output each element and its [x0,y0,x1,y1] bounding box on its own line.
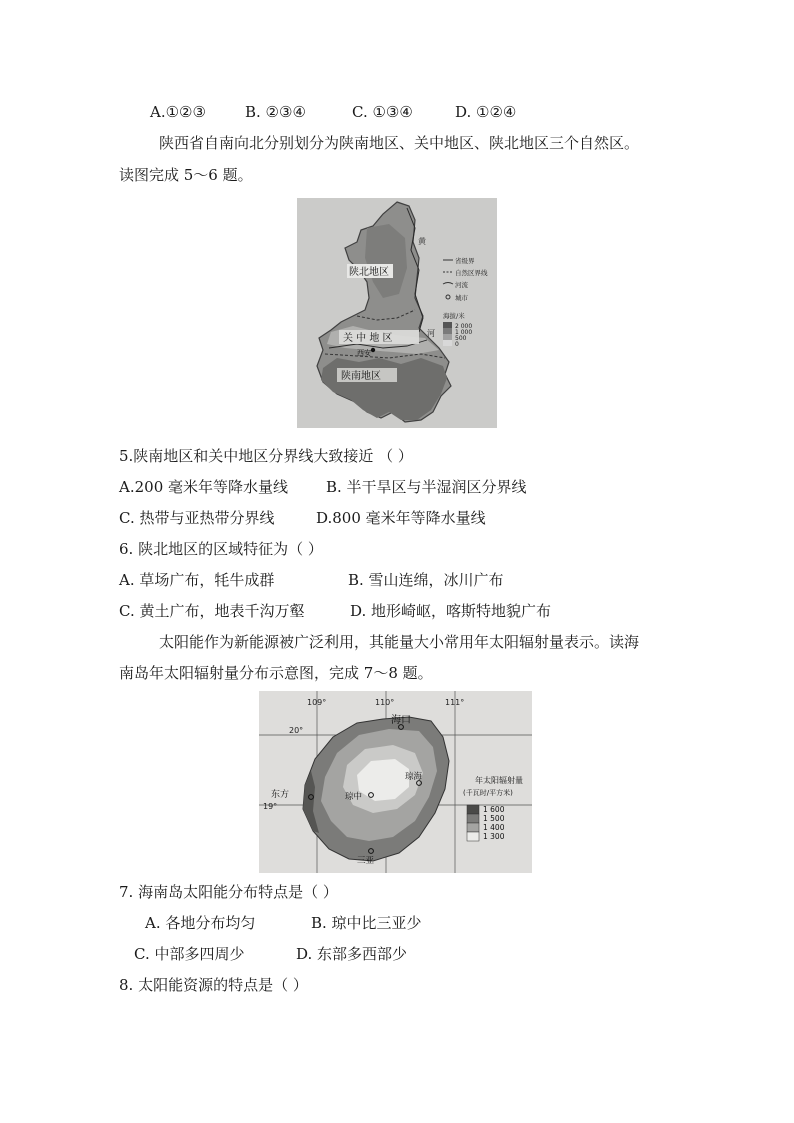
lon-109: 109° [307,698,327,707]
q7-option-a: A. 各地分布均匀 [145,914,256,932]
hainan-map [259,691,532,873]
svg-text:0: 0 [455,341,459,348]
lon-111: 111° [445,698,465,707]
q6-option-d: D. 地形崎岖，喀斯特地貌广布 [350,602,552,620]
svg-text:省级界: 省级界 [455,257,475,265]
svg-text:2 000: 2 000 [455,323,473,330]
city-haikou: 海口 [391,715,411,726]
q5-option-b: B. 半干旱区与半湿润区分界线 [326,478,527,496]
label-xian: 西安 [357,349,371,357]
svg-text:1 300: 1 300 [483,832,505,841]
q6-option-b: B. 雪山连绵，冰川广布 [348,571,504,589]
intro-5-6-line2: 读图完成 5～6 题。 [119,166,253,184]
label-north: 陕北地区 [349,267,389,278]
q7-option-b: B. 琼中比三亚少 [311,914,422,932]
svg-text:1 500: 1 500 [483,814,505,823]
q8-stem: 8. 太阳能资源的特点是（ ） [119,976,308,994]
intro-5-6-line1: 陕西省自南向北分别划分为陕南地区、关中地区、陕北地区三个自然区。 [159,134,640,152]
q5-stem: 5.陕南地区和关中地区分界线大致接近 （ ） [119,447,413,465]
lat-19: 19° [263,802,278,811]
city-qiongzhong: 琼中 [345,792,363,802]
label-huang: 黄 [418,237,426,246]
q6-option-c: C. 黄土广布，地表千沟万壑 [119,602,305,620]
label-south: 陕南地区 [341,371,381,382]
q7-option-c: C. 中部多四周少 [134,945,245,963]
svg-text:500: 500 [455,335,467,342]
lon-110: 110° [375,698,395,707]
q5-option-d: D.800 毫米年等降水量线 [316,509,486,527]
q4-option-b: B. ②③④ [245,103,306,121]
q6-stem: 6. 陕北地区的区域特征为（ ） [119,540,323,558]
shaanxi-map [297,198,497,428]
lat-20: 20° [289,726,304,735]
svg-text:年太阳辐射量: 年太阳辐射量 [475,776,523,785]
intro-7-8-line1: 太阳能作为新能源被广泛利用，其能量大小常用年太阳辐射量表示。读海 [159,633,640,651]
svg-text:1 600: 1 600 [483,805,505,814]
svg-text:河流: 河流 [455,281,468,289]
intro-7-8-line2: 南岛年太阳辐射量分布示意图，完成 7～8 题。 [119,664,433,682]
q4-option-c: C. ①③④ [352,103,413,121]
svg-text:(千瓦时/平方米): (千瓦时/平方米) [463,789,513,797]
q4-option-a: A.①②③ [150,103,206,121]
q4-option-d: D. ①②④ [455,103,517,121]
q7-option-d: D. 东部多西部少 [296,945,408,963]
svg-text:城市: 城市 [455,294,468,302]
label-he: 河 [427,329,435,338]
q5-option-a: A.200 毫米年等降水量线 [119,478,288,496]
svg-text:1 000: 1 000 [455,329,473,336]
label-middle: 关 中 地 区 [343,333,393,344]
city-qionghai: 琼海 [405,772,423,782]
svg-text:海拔/米: 海拔/米 [443,312,465,320]
q6-option-a: A. 草场广布，牦牛成群 [119,571,275,589]
city-dongfang: 东方 [271,790,290,800]
city-sanya: 三亚 [357,856,375,866]
svg-text:自然区界线: 自然区界线 [455,269,488,277]
q7-stem: 7. 海南岛太阳能分布特点是（ ） [119,883,338,901]
q5-option-c: C. 热带与亚热带分界线 [119,509,275,527]
svg-text:1 400: 1 400 [483,823,505,832]
